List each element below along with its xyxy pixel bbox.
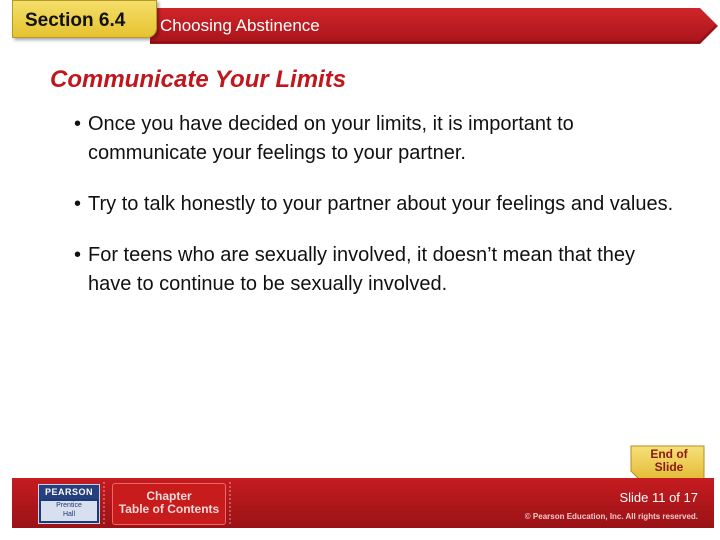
section-label: Section 6.4: [25, 10, 126, 31]
footer-bar: [12, 478, 714, 528]
prentice-text: Prentice: [56, 502, 82, 509]
section-tab: [12, 0, 157, 38]
bullet-list: [74, 110, 674, 321]
chapter-title: Choosing Abstinence: [160, 16, 320, 35]
slide-title: Communicate Your Limits: [50, 66, 347, 93]
bullet-item: • Try to talk honestly to your partner about your feelings and values.: [74, 190, 674, 219]
bullet-item: • Once you have decided on your limits, it is important to communicate your feelings to your partner.: [74, 110, 674, 168]
end-of-slide-label-1: End of: [650, 447, 688, 461]
toc-label-1: Chapter: [146, 489, 192, 503]
toc-label-2: Table of Contents: [118, 502, 220, 516]
slide-counter: Slide 11 of 17: [619, 490, 698, 505]
bullet-item: • For teens who are sexually involved, it doesn’t mean that they have to continue to be sexually involved.: [74, 241, 674, 299]
pearson-logo[interactable]: [38, 484, 100, 524]
copyright-notice: © Pearson Education, Inc. All rights reserved.: [524, 512, 698, 521]
pearson-logo-text: PEARSON: [39, 485, 99, 499]
hall-text: Hall: [62, 511, 76, 518]
chapter-toc-button[interactable]: [112, 483, 226, 525]
end-of-slide-label-2: Slide: [654, 460, 684, 474]
